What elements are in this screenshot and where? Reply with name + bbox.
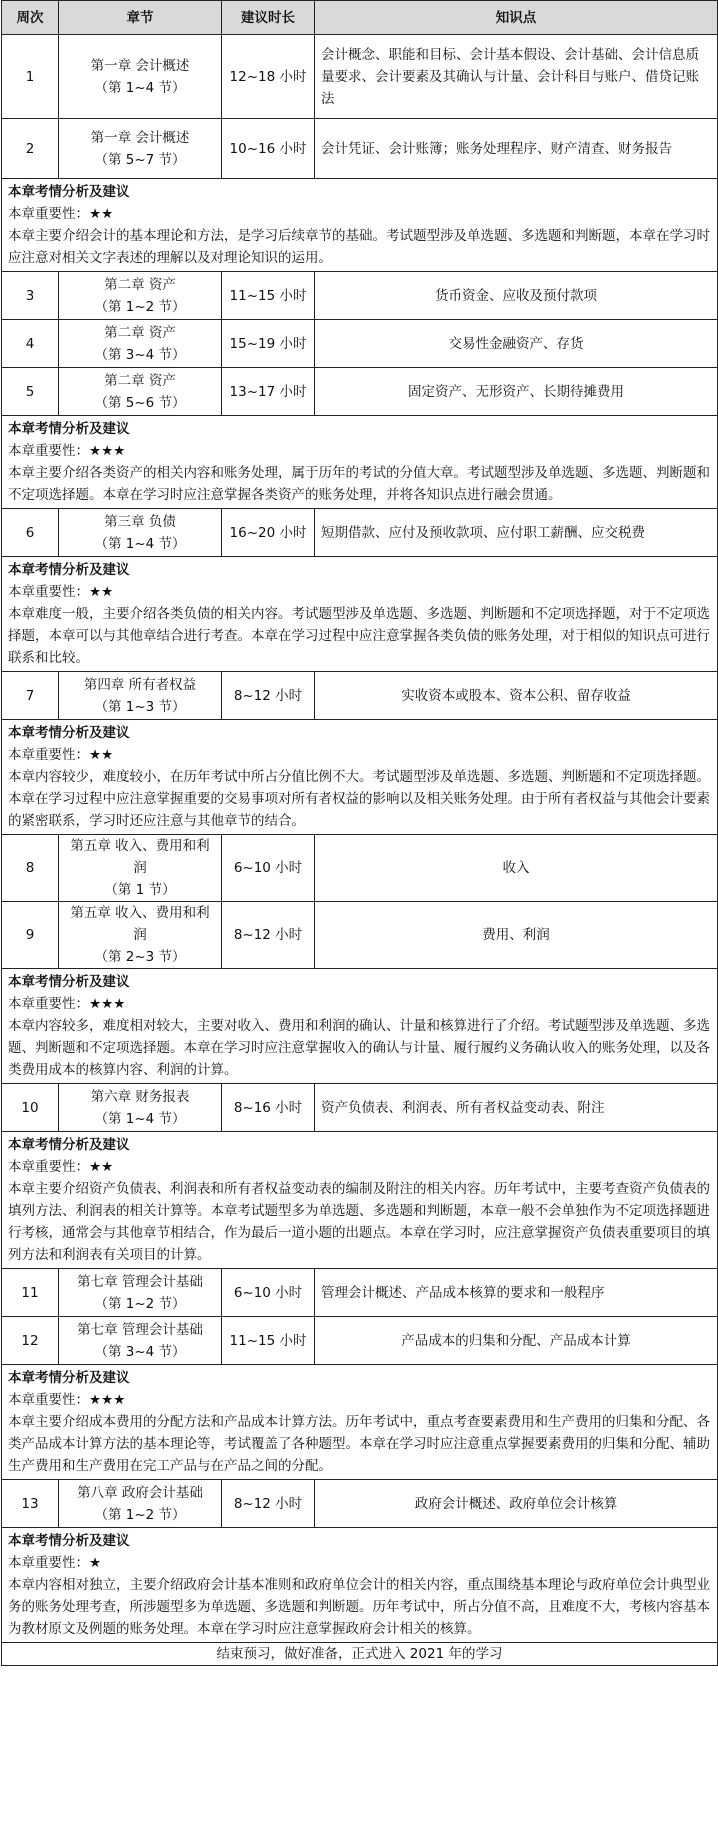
week-number: 11 — [2, 1269, 59, 1317]
table-header-row — [2, 1, 718, 35]
footer-row — [2, 1643, 718, 1666]
suggested-duration: 13~17 小时 — [222, 368, 315, 416]
analysis-title: 本章考情分析及建议 — [8, 974, 130, 990]
chapter-name: 第六章 财务报表 — [90, 1088, 190, 1105]
chapter-sections: （第 1~2 节） — [94, 1295, 186, 1312]
chapter-name: 第一章 会计概述 — [90, 129, 190, 146]
chapter-sections: （第 1~2 节） — [94, 1506, 186, 1523]
chapter-name: 第一章 会计概述 — [90, 57, 190, 74]
chapter-analysis-row — [2, 1132, 718, 1269]
chapter-sections: （第 3~4 节） — [94, 346, 186, 363]
chapter-cell — [59, 902, 222, 969]
analysis-importance: 本章重要性：★★★ — [8, 1392, 126, 1408]
chapter-analysis-row — [2, 1528, 718, 1643]
analysis-description: 本章难度一般，主要介绍各类负债的相关内容。考试题型涉及单选题、多选题、判断题和不定项选择题，对于不定项选择题，本章可以与其他章结合进行考查。本章在学习过程中应注意掌握各类负债的账务处理，对于相似的知识点可进行联系和比较。 — [8, 606, 710, 666]
analysis-title: 本章考情分析及建议 — [8, 725, 130, 741]
chapter-analysis — [2, 557, 718, 672]
study-plan-table — [1, 0, 718, 1666]
week-number: 7 — [2, 672, 59, 720]
analysis-description: 本章主要介绍成本费用的分配方法和产品成本计算方法。历年考试中，重点考查要素费用和生产费用的归集和分配、各类产品成本计算方法的基本理论等，考试覆盖了各种题型。本章在学习时应注意重点掌握要素费用的归集和分配、辅助生产费用和生产费用在完工产品与在产品之间的分配。 — [8, 1414, 710, 1474]
knowledge-points: 管理会计概述、产品成本核算的要求和一般程序 — [315, 1269, 718, 1317]
chapter-analysis-row — [2, 557, 718, 672]
week-number: 13 — [2, 1480, 59, 1528]
header-week: 周次 — [2, 1, 59, 35]
week-row — [2, 672, 718, 720]
suggested-duration: 8~12 小时 — [222, 1480, 315, 1528]
week-number: 4 — [2, 320, 59, 368]
chapter-cell — [59, 320, 222, 368]
chapter-analysis — [2, 1365, 718, 1480]
week-row — [2, 835, 718, 902]
chapter-sections: （第 3~4 节） — [94, 1343, 186, 1360]
week-number: 10 — [2, 1084, 59, 1132]
footer-note: 结束预习，做好准备，正式进入 2021 年的学习 — [2, 1643, 718, 1666]
analysis-importance: 本章重要性：★★ — [8, 1159, 114, 1175]
chapter-analysis — [2, 179, 718, 272]
chapter-cell — [59, 272, 222, 320]
knowledge-points: 费用、利润 — [315, 902, 718, 969]
week-row — [2, 509, 718, 557]
knowledge-points: 资产负债表、利润表、所有者权益变动表、附注 — [315, 1084, 718, 1132]
week-number: 6 — [2, 509, 59, 557]
week-number: 9 — [2, 902, 59, 969]
knowledge-points: 会计凭证、会计账簿；账务处理程序、财产清查、财务报告 — [315, 119, 718, 179]
chapter-name: 第四章 所有者权益 — [83, 676, 197, 693]
week-row — [2, 368, 718, 416]
analysis-title: 本章考情分析及建议 — [8, 1370, 130, 1386]
week-row — [2, 272, 718, 320]
week-row — [2, 35, 718, 119]
chapter-name: 第五章 收入、费用和利润 — [70, 838, 210, 876]
week-number: 8 — [2, 835, 59, 902]
suggested-duration: 11~15 小时 — [222, 1317, 315, 1365]
header-duration: 建议时长 — [222, 1, 315, 35]
knowledge-points: 会计概念、职能和目标、会计基本假设、会计基础、会计信息质量要求、会计要素及其确认与计量、会计科目与账户、借贷记账法 — [315, 35, 718, 119]
chapter-analysis — [2, 720, 718, 835]
chapter-cell — [59, 1317, 222, 1365]
week-row — [2, 1480, 718, 1528]
chapter-sections: （第 1~2 节） — [94, 298, 186, 315]
chapter-analysis-row — [2, 720, 718, 835]
chapter-sections: （第 1~4 节） — [94, 1110, 186, 1127]
analysis-importance: 本章重要性：★★★ — [8, 996, 126, 1012]
chapter-analysis-row — [2, 1365, 718, 1480]
chapter-analysis — [2, 1528, 718, 1643]
analysis-importance: 本章重要性：★★★ — [8, 443, 126, 459]
chapter-analysis — [2, 969, 718, 1084]
suggested-duration: 8~12 小时 — [222, 672, 315, 720]
chapter-sections: （第 5~7 节） — [94, 151, 186, 168]
chapter-name: 第七章 管理会计基础 — [77, 1321, 203, 1338]
chapter-cell — [59, 35, 222, 119]
week-number: 5 — [2, 368, 59, 416]
analysis-importance: 本章重要性：★★ — [8, 206, 114, 222]
table-body — [2, 35, 718, 1643]
week-number: 2 — [2, 119, 59, 179]
analysis-description: 本章主要介绍会计的基本理论和方法，是学习后续章节的基础。考试题型涉及单选题、多选题和判断题，本章在学习时应注意对相关文字表述的理解以及对理论知识的运用。 — [8, 228, 710, 266]
header-knowledge-points: 知识点 — [315, 1, 718, 35]
chapter-analysis-row — [2, 416, 718, 509]
knowledge-points: 实收资本或股本、资本公积、留存收益 — [315, 672, 718, 720]
analysis-title: 本章考情分析及建议 — [8, 421, 130, 437]
week-row — [2, 1084, 718, 1132]
analysis-title: 本章考情分析及建议 — [8, 562, 130, 578]
chapter-name: 第五章 收入、费用和利润 — [70, 905, 210, 943]
analysis-importance: 本章重要性：★★ — [8, 584, 114, 600]
chapter-name: 第二章 资产 — [104, 324, 176, 341]
suggested-duration: 12~18 小时 — [222, 35, 315, 119]
knowledge-points: 产品成本的归集和分配、产品成本计算 — [315, 1317, 718, 1365]
analysis-description: 本章内容较多，难度相对较大，主要对收入、费用和利润的确认、计量和核算进行了介绍。考试题型涉及单选题、多选题、判断题和不定项选择题。本章在学习时应注意掌握收入的确认与计量、履行履约义务确认收入的账务处理，以及各类费用成本的核算内容、利润的计算。 — [8, 1018, 710, 1078]
knowledge-points: 短期借款、应付及预收款项、应付职工薪酬、应交税费 — [315, 509, 718, 557]
chapter-cell — [59, 1480, 222, 1528]
chapter-sections: （第 1 节） — [104, 882, 176, 898]
analysis-importance: 本章重要性：★★ — [8, 747, 114, 763]
knowledge-points: 收入 — [315, 835, 718, 902]
suggested-duration: 8~16 小时 — [222, 1084, 315, 1132]
week-row — [2, 1269, 718, 1317]
week-row — [2, 119, 718, 179]
chapter-cell — [59, 1084, 222, 1132]
chapter-cell — [59, 1269, 222, 1317]
chapter-sections: （第 1~4 节） — [94, 535, 186, 552]
analysis-title: 本章考情分析及建议 — [8, 1137, 130, 1153]
knowledge-points: 交易性金融资产、存货 — [315, 320, 718, 368]
chapter-name: 第二章 资产 — [104, 372, 176, 389]
chapter-name: 第三章 负债 — [104, 513, 176, 530]
week-row — [2, 902, 718, 969]
suggested-duration: 16~20 小时 — [222, 509, 315, 557]
chapter-name: 第八章 政府会计基础 — [77, 1484, 203, 1501]
week-row — [2, 320, 718, 368]
chapter-analysis-row — [2, 179, 718, 272]
chapter-cell — [59, 835, 222, 902]
suggested-duration: 6~10 小时 — [222, 835, 315, 902]
analysis-description: 本章主要介绍各类资产的相关内容和账务处理，属于历年的考试的分值大章。考试题型涉及单选题、多选题、判断题和不定项选择题。本章在学习时应注意掌握各类资产的账务处理，并将各知识点进行融会贯通。 — [8, 465, 710, 503]
knowledge-points: 政府会计概述、政府单位会计核算 — [315, 1480, 718, 1528]
analysis-title: 本章考情分析及建议 — [8, 184, 130, 200]
suggested-duration: 8~12 小时 — [222, 902, 315, 969]
week-row — [2, 1317, 718, 1365]
knowledge-points: 固定资产、无形资产、长期待摊费用 — [315, 368, 718, 416]
chapter-sections: （第 1~4 节） — [94, 79, 186, 96]
analysis-description: 本章内容较少，难度较小，在历年考试中所占分值比例不大。考试题型涉及单选题、多选题、判断题和不定项选择题。本章在学习过程中应注意掌握重要的交易事项对所有者权益的影响以及相关账务处理。由于所有者权益与其他会计要素的紧密联系，学习时还应注意与其他章节的结合。 — [8, 769, 710, 829]
chapter-cell — [59, 119, 222, 179]
analysis-description: 本章内容相对独立，主要介绍政府会计基本准则和政府单位会计的相关内容，重点围绕基本理论与政府单位会计典型业务的账务处理考查，所涉题型多为单选题、多选题和判断题。历年考试中，所占分值不高，且难度不大，考核内容基本为教材原文及例题的账务处理。本章在学习时应注意掌握政府会计相关的核算。 — [8, 1577, 710, 1637]
week-number: 12 — [2, 1317, 59, 1365]
chapter-sections: （第 2~3 节） — [94, 949, 186, 965]
suggested-duration: 10~16 小时 — [222, 119, 315, 179]
chapter-name: 第七章 管理会计基础 — [77, 1273, 203, 1290]
knowledge-points: 货币资金、应收及预付款项 — [315, 272, 718, 320]
chapter-cell — [59, 672, 222, 720]
week-number: 1 — [2, 35, 59, 119]
suggested-duration: 6~10 小时 — [222, 1269, 315, 1317]
suggested-duration: 15~19 小时 — [222, 320, 315, 368]
chapter-cell — [59, 368, 222, 416]
chapter-cell — [59, 509, 222, 557]
chapter-analysis — [2, 1132, 718, 1269]
header-chapter: 章节 — [59, 1, 222, 35]
chapter-analysis — [2, 416, 718, 509]
chapter-sections: （第 5~6 节） — [94, 394, 186, 411]
analysis-description: 本章主要介绍资产负债表、利润表和所有者权益变动表的编制及附注的相关内容。历年考试中，主要考查资产负债表的填列方法、利润表的相关计算等。本章考试题型多为单选题、多选题和判断题，本章一般不会单独作为不定项选择题进行考核，通常会与其他章节相结合，作为最后一道小题的出题点。本章在学习时，应注意掌握资产负债表重要项目的填列方法和利润表有关项目的计算。 — [8, 1181, 710, 1263]
chapter-sections: （第 1~3 节） — [94, 698, 186, 715]
week-number: 3 — [2, 272, 59, 320]
suggested-duration: 11~15 小时 — [222, 272, 315, 320]
analysis-title: 本章考情分析及建议 — [8, 1533, 130, 1549]
chapter-analysis-row — [2, 969, 718, 1084]
analysis-importance: 本章重要性：★ — [8, 1555, 102, 1571]
chapter-name: 第二章 资产 — [104, 276, 176, 293]
